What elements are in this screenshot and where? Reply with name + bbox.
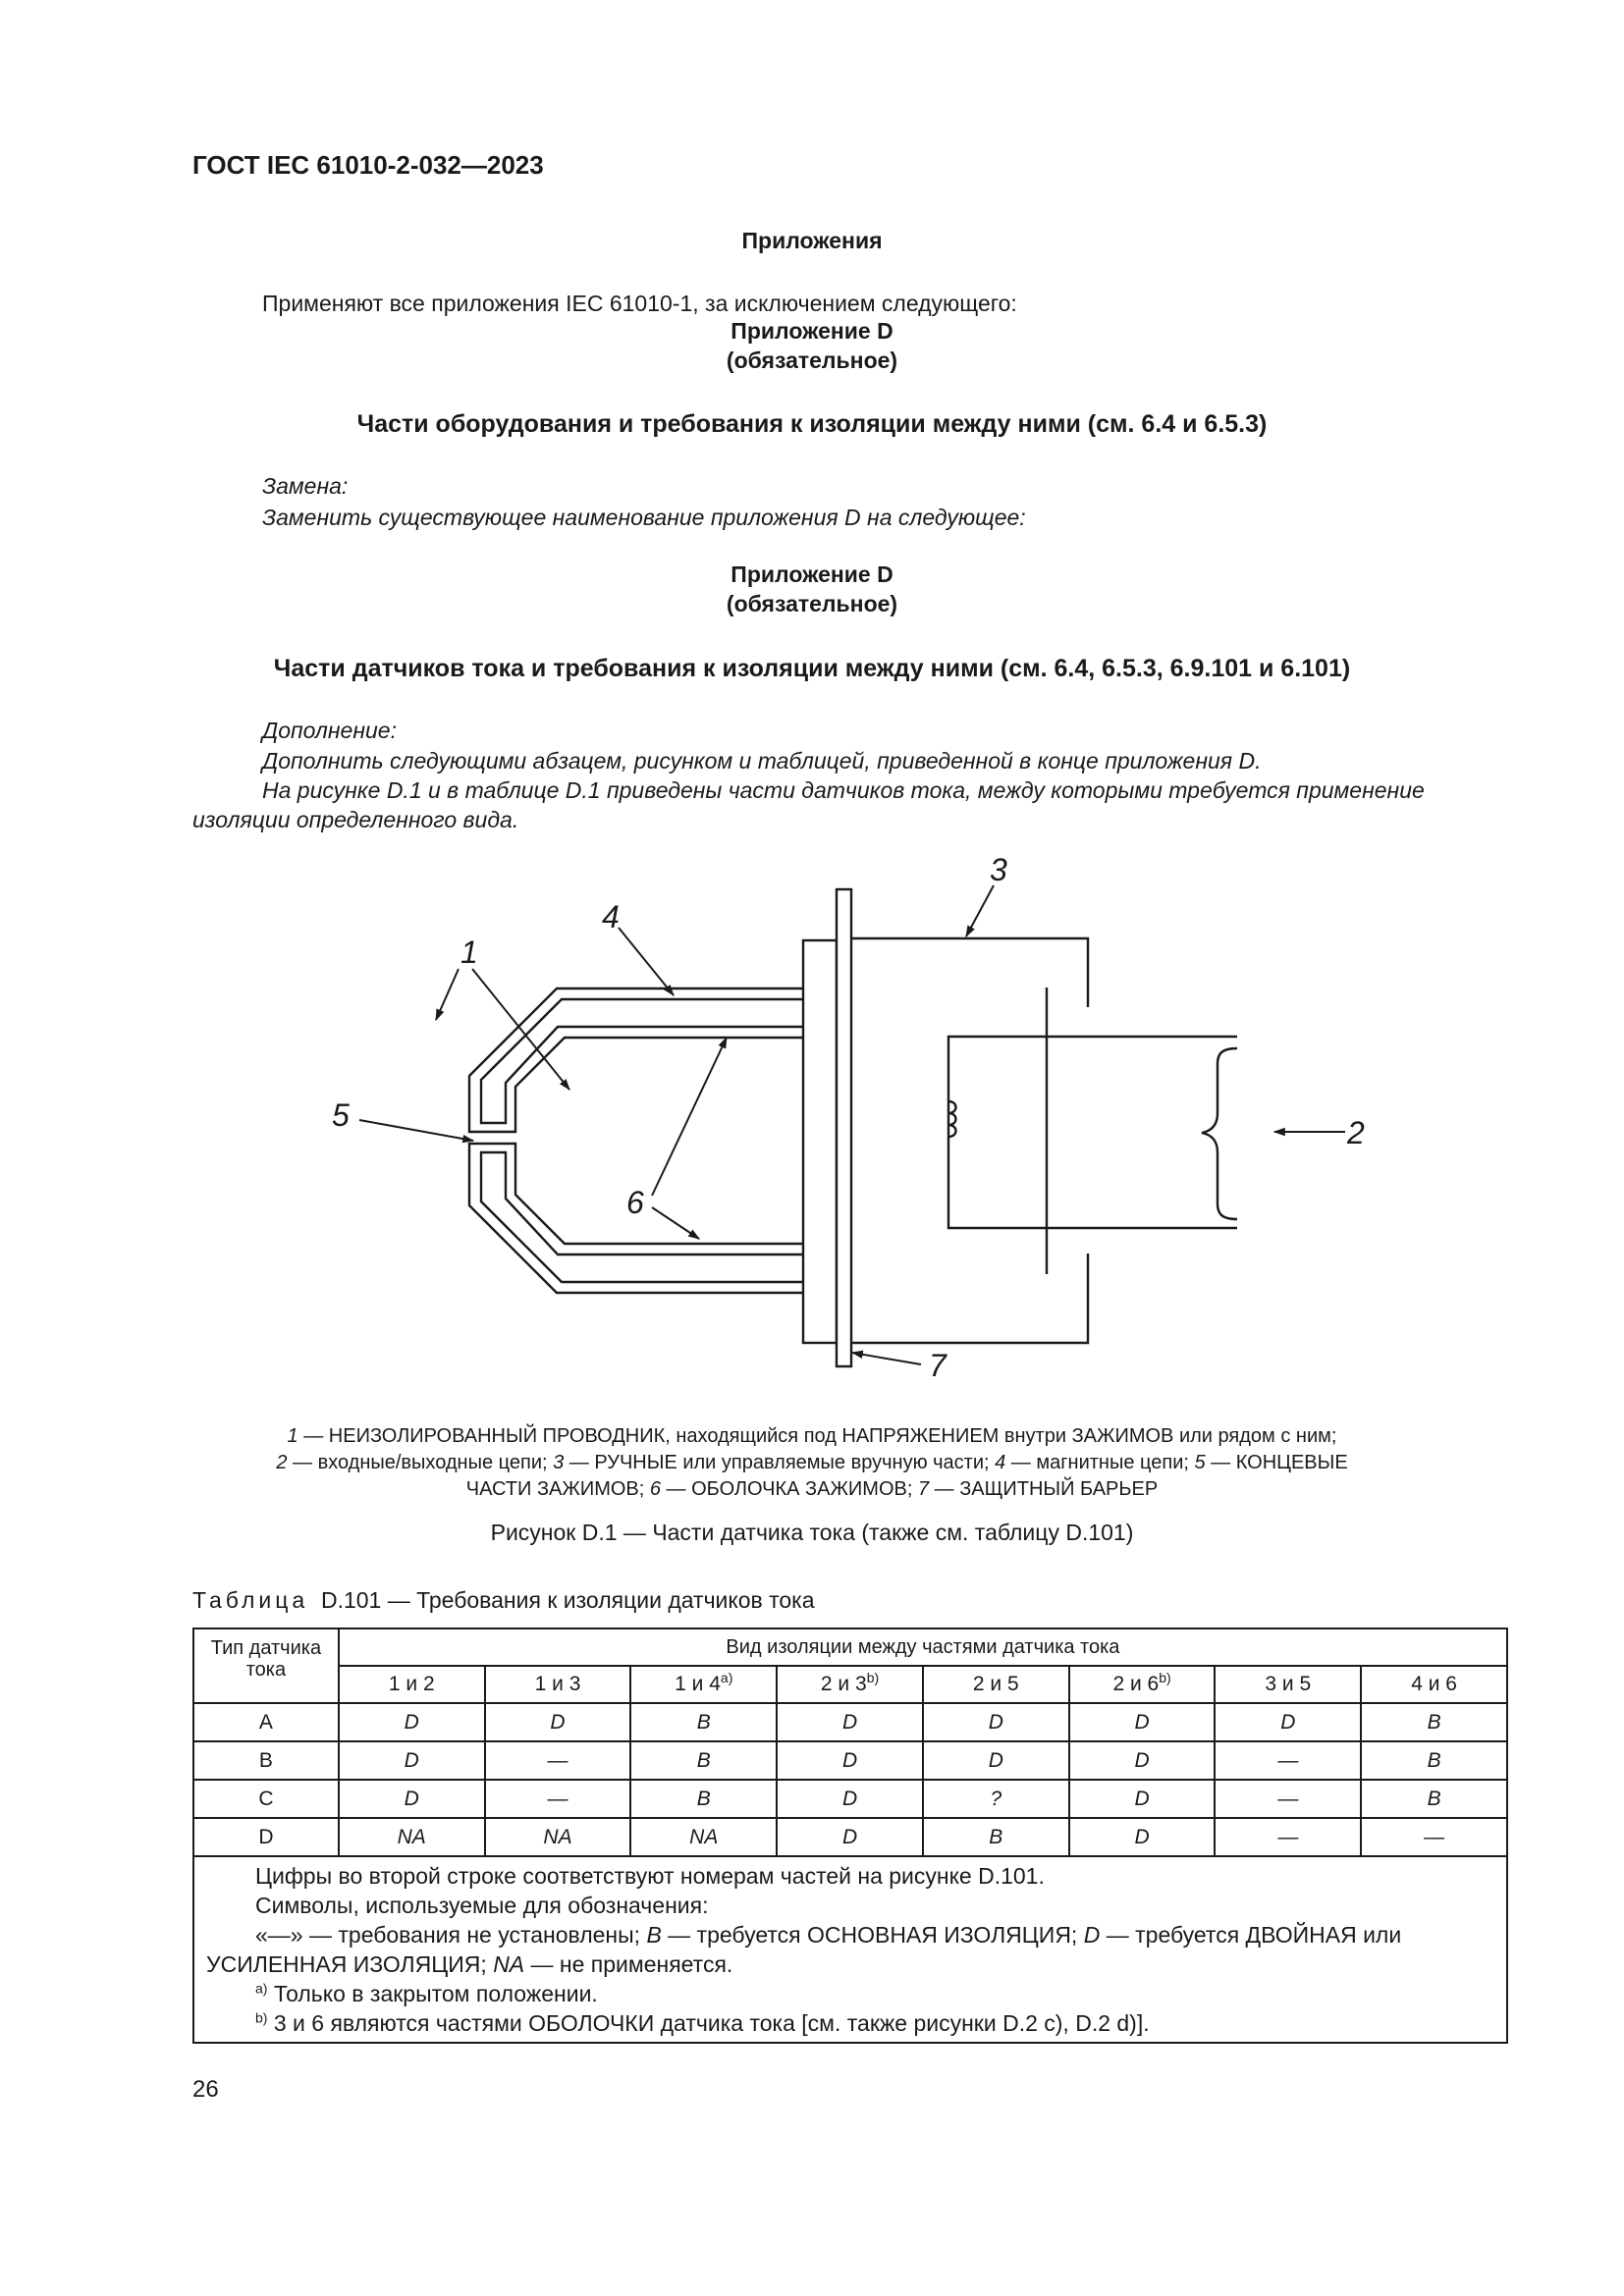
insulation-cell: B (1361, 1741, 1507, 1780)
insulation-cell: — (1361, 1818, 1507, 1856)
magnetic-core-upper (481, 999, 837, 1123)
parts-pair-header: 3 и 5 (1215, 1666, 1361, 1703)
insulation-cell: D (777, 1818, 923, 1856)
addition-text: Дополнить следующими абзацем, рисунком и таблицей, приведенной в конце приложения D. (262, 748, 1262, 774)
insulation-cell: — (1215, 1780, 1361, 1818)
insulation-cell: NA (630, 1818, 777, 1856)
insulation-cell: — (1215, 1741, 1361, 1780)
parts-pair-header: 4 и 6 (1361, 1666, 1507, 1703)
insulation-cell: D (1069, 1780, 1216, 1818)
insulation-cell: D (1069, 1741, 1216, 1780)
paragraph-line-1: На рисунке D.1 и в таблице D.1 приведены части датчиков тока, между которыми требуется применение (262, 777, 1425, 803)
parts-pair-header: 1 и 3 (485, 1666, 631, 1703)
sensor-type-cell: D (193, 1818, 339, 1856)
insulation-cell: ? (923, 1780, 1069, 1818)
insulation-cell: D (923, 1741, 1069, 1780)
insulation-cell: B (1361, 1703, 1507, 1741)
annex-status: (обязательное) (726, 347, 898, 373)
sensor-type-cell: C (193, 1780, 339, 1818)
annex-heading-old: Части оборудования и требования к изоляции между ними (см. 6.4 и 6.5.3) (356, 410, 1268, 438)
addition-label: Дополнение: (262, 718, 397, 743)
insulation-cell: D (485, 1703, 631, 1741)
magnetic-core-lower (481, 1152, 837, 1282)
callout-label: 7 (929, 1348, 947, 1383)
insulation-cell: D (339, 1780, 485, 1818)
insulation-requirements-table (192, 1628, 1508, 2044)
callout-label: 6 (626, 1185, 644, 1220)
sensor-type-cell: B (193, 1741, 339, 1780)
insulation-cell: D (1069, 1703, 1216, 1741)
annexes-intro: Применяют все приложения IEC 61010-1, за исключением следующего: (262, 291, 1017, 316)
note-line: Цифры во второй строке соответствуют номерам частей на рисунке D.101. (255, 1863, 1045, 1889)
protective-barrier (837, 889, 851, 1366)
insulation-cell: B (630, 1741, 777, 1780)
note-line: «—» — требования не установлены; B — требуется ОСНОВНАЯ ИЗОЛЯЦИЯ; D — требуется ДВОЙНАЯ или (255, 1922, 1402, 1948)
annex-label-2: Приложение D (731, 561, 893, 587)
parts-pair-header: 2 и 3$^{b)}$ (777, 1666, 923, 1703)
sensor-type-cell: A (193, 1703, 339, 1741)
footnote-b: $^{b)}$ 3 и 6 являются частями ОБОЛОЧКИ датчика тока [см. также рисунки D.2 c), D.2 d)]. (255, 2009, 1150, 2036)
parts-pair-header: 2 и 6$^{b)}$ (1069, 1666, 1216, 1703)
document-code: ГОСТ IEC 61010-2-032—2023 (192, 150, 544, 180)
table-notes-row (193, 1856, 1507, 2043)
insulation-cell: D (1069, 1818, 1216, 1856)
page-number: 26 (192, 2076, 219, 2103)
parts-pair-header: 1 и 4$^{a)}$ (630, 1666, 777, 1703)
insulation-cell: B (630, 1780, 777, 1818)
table-row (193, 1818, 1507, 1856)
note-line: УСИЛЕННАЯ ИЗОЛЯЦИЯ; NA — не применяется. (206, 1951, 733, 1977)
figure-caption: Рисунок D.1 — Части датчика тока (также см. таблицу D.101) (490, 1520, 1134, 1545)
legend-line-2: 2 — входные/выходные цепи; 3 — РУЧНЫЕ или управляемые вручную части; 4 — магнитные цепи; 5 — КОНЦЕВЫЕ (276, 1452, 1348, 1473)
callout-label: 2 (1347, 1115, 1365, 1150)
annex-heading-new: Части датчиков тока и требования к изоляции между ними (см. 6.4, 6.5.3, 6.9.101 и 6.101) (273, 655, 1351, 682)
replacement-label: Замена: (262, 473, 349, 499)
replacement-text: Заменить существующее наименование приложения D на следующее: (262, 505, 1026, 530)
parts-pair-header: 2 и 5 (923, 1666, 1069, 1703)
figure-legend (0, 1423, 1624, 1503)
callout-label: 5 (332, 1097, 350, 1133)
insulation-cell: B (630, 1703, 777, 1741)
table-row (193, 1780, 1507, 1818)
table-row (193, 1741, 1507, 1780)
insulation-cell: — (1215, 1818, 1361, 1856)
insulation-cell: NA (339, 1818, 485, 1856)
insulation-cell: B (1361, 1780, 1507, 1818)
annex-status-2: (обязательное) (726, 591, 898, 616)
parts-pair-header-row (193, 1666, 1507, 1703)
table-notes (193, 1856, 1507, 2043)
insulation-cell: — (485, 1741, 631, 1780)
handle-body (851, 938, 1088, 1343)
insulation-cell: D (1215, 1703, 1361, 1741)
sensor-type-header: Тип датчика тока (193, 1629, 339, 1703)
insulation-cell: NA (485, 1818, 631, 1856)
insulation-cell: D (777, 1780, 923, 1818)
table-row (193, 1703, 1507, 1741)
insulation-cell: D (777, 1703, 923, 1741)
paragraph-line-2: изоляции определенного вида. (192, 807, 519, 832)
insulation-group-header: Вид изоляции между частями датчика тока (339, 1629, 1507, 1666)
parts-pair-header: 1 и 2 (339, 1666, 485, 1703)
insulation-cell: D (777, 1741, 923, 1780)
note-line: Символы, используемые для обозначения: (255, 1893, 709, 1918)
insulation-cell: D (339, 1741, 485, 1780)
footnote-a: $^{a)}$ Только в закрытом положении. (255, 1980, 598, 2006)
io-brace (1202, 1048, 1237, 1219)
jaw-enclosure-upper (469, 988, 837, 1132)
insulation-cell: D (923, 1703, 1069, 1741)
insulation-cell: — (485, 1780, 631, 1818)
io-circuit-box (948, 1037, 1237, 1228)
table-caption: Таблица D.101 — Требования к изоляции датчиков тока (192, 1587, 815, 1613)
core-body (803, 940, 837, 1343)
annex-label: Приложение D (731, 318, 893, 344)
legend-line-3: ЧАСТИ ЗАЖИМОВ; 6 — ОБОЛОЧКА ЗАЖИМОВ; 7 — ЗАЩИТНЫЙ БАРЬЕР (465, 1478, 1159, 1500)
callout-label: 1 (460, 934, 478, 970)
callout-label: 4 (602, 899, 620, 934)
legend-line-1: 1 — НЕИЗОЛИРОВАННЫЙ ПРОВОДНИК, находящийся под НАПРЯЖЕНИЕМ внутри ЗАЖИМОВ или рядом с ним; (287, 1425, 1337, 1447)
callout-label: 3 (990, 852, 1007, 887)
insulation-cell: B (923, 1818, 1069, 1856)
insulation-cell: D (339, 1703, 485, 1741)
annexes-title: Приложения (741, 228, 883, 253)
